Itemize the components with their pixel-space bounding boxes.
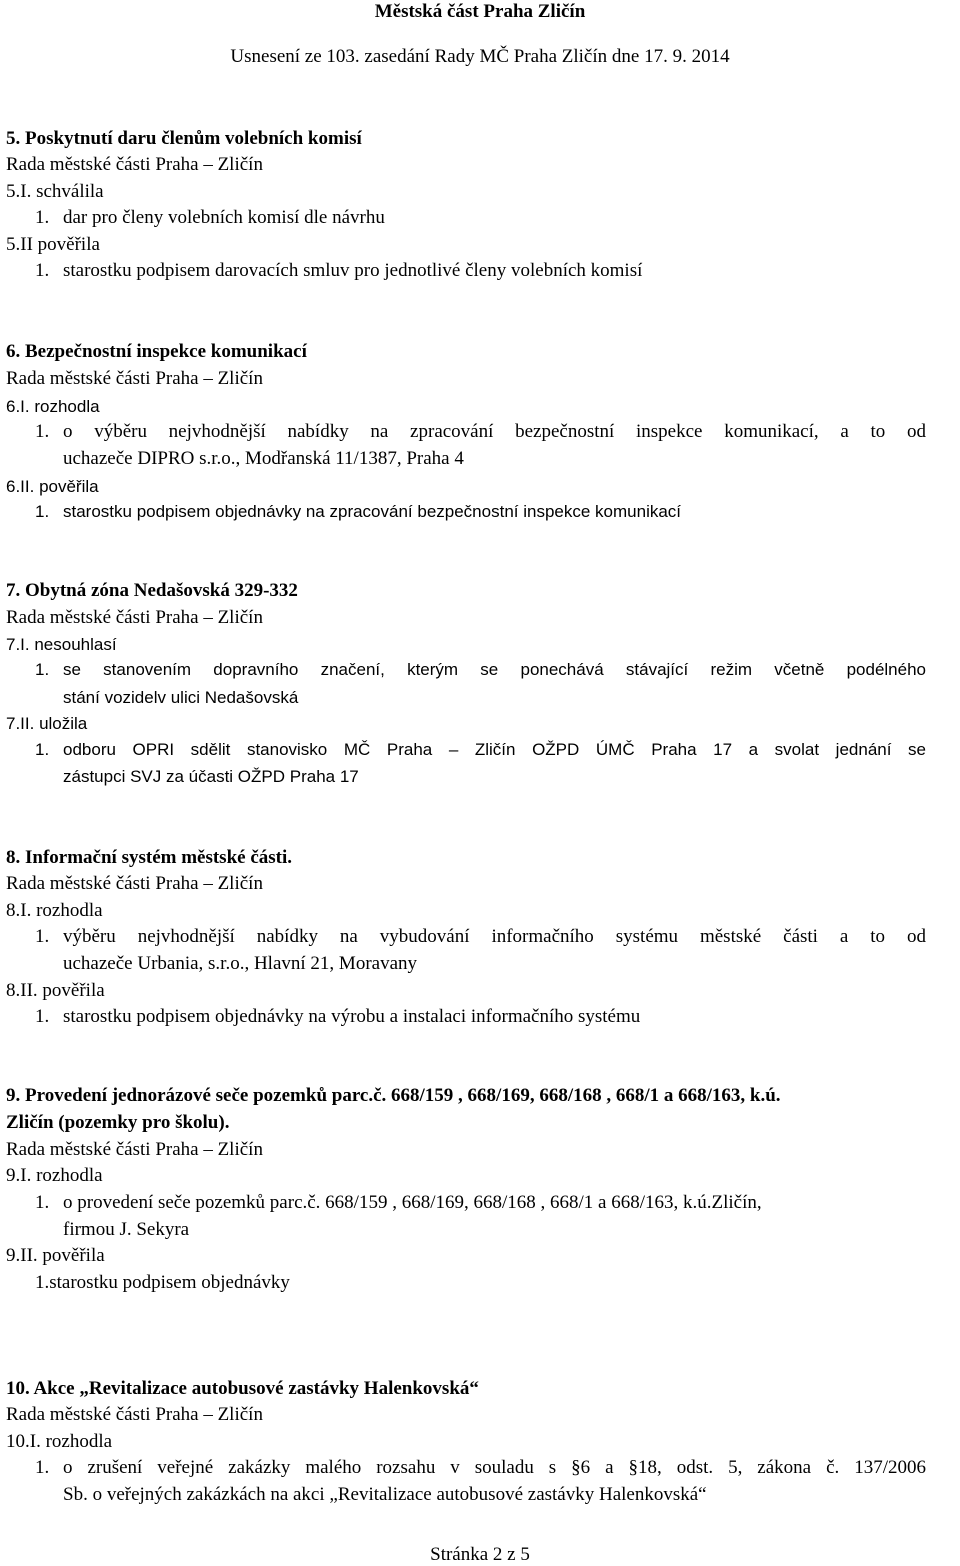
section-5-resolution-2: 5.II pověřila: [6, 234, 100, 255]
section-9-item: [35, 1192, 762, 1214]
item-number: 1.: [35, 740, 50, 759]
section-9-heading-continuation: Zličín (pozemky pro školu).: [6, 1112, 230, 1133]
section-6-item-continuation: uchazeče DIPRO s.r.o., Modřanská 11/1387, Praha 4: [63, 448, 464, 469]
item-text: o zrušení veřejné zakázky malého rozsahu v souladu s §6 a §18, odst. 5, zákona č. 137/2006: [63, 1457, 926, 1478]
section-7-body: Rada městské části Praha – Zličín: [6, 607, 263, 628]
section-9-heading: 9. Provedení jednorázové seče pozemků parc.č. 668/159 , 668/169, 668/168 , 668/1 a 668/163, k.ú.: [6, 1085, 781, 1106]
section-8-item-continuation: uchazeče Urbania, s.r.o., Hlavní 21, Moravany: [63, 953, 418, 974]
section-6-heading: 6. Bezpečnostní inspekce komunikací: [6, 341, 307, 362]
section-5-body: Rada městské části Praha – Zličín: [6, 154, 263, 175]
item-text: o provedení seče pozemků parc.č. 668/159 , 668/169, 668/168 , 668/1 a 668/163, k.ú.Zličín,: [63, 1192, 762, 1213]
document-header-subtitle: Usnesení ze 103. zasedání Rady MČ Praha Zličín dne 17. 9. 2014: [230, 46, 730, 67]
section-7-item-continuation: zástupci SVJ za účasti OŽPD Praha 17: [63, 767, 359, 786]
section-6-resolution-2: 6.II. pověřila: [6, 477, 99, 496]
item-text: výběru nejvhodnější nabídky na vybudování informačního systému městské části a to od: [63, 926, 926, 947]
section-6-item: [35, 421, 926, 443]
section-10-item-continuation: Sb. o veřejných zakázkách na akci „Revitalizace autobusové zastávky Halenkovská“: [63, 1484, 707, 1505]
item-text: se stanovením dopravního značení, kterým se ponechává stávající režim včetně podélného: [63, 660, 926, 679]
section-5-item: [35, 207, 385, 229]
section-9-item: 1.starostku podpisem objednávky: [35, 1272, 290, 1293]
item-number: 1.: [35, 660, 50, 679]
item-number: 1.: [35, 1006, 50, 1027]
section-5-heading: 5. Poskytnutí daru členům volebních komisí: [6, 128, 362, 149]
item-number: 1.: [35, 926, 50, 947]
item-text: starostku podpisem darovacích smluv pro jednotlivé členy volebních komisí: [63, 260, 643, 281]
section-8-item: [35, 926, 926, 948]
section-10-body: Rada městské části Praha – Zličín: [6, 1404, 263, 1425]
section-5-resolution-1: 5.I. schválila: [6, 181, 104, 202]
section-9-item-continuation: firmou J. Sekyra: [63, 1219, 190, 1240]
section-6-resolution-1: 6.I. rozhodla: [6, 397, 100, 416]
section-9-body: Rada městské části Praha – Zličín: [6, 1139, 263, 1160]
section-8-heading: 8. Informační systém městské části.: [6, 847, 293, 868]
item-text: o výběru nejvhodnější nabídky na zpracování bezpečnostní inspekce komunikací, a to od: [63, 421, 926, 442]
document-header-title: Městská část Praha Zličín: [374, 1, 586, 22]
section-10-item: [35, 1457, 926, 1479]
section-10-heading: 10. Akce „Revitalizace autobusové zastávky Halenkovská“: [6, 1378, 479, 1399]
item-text: odboru OPRI sdělit stanovisko MČ Praha – Zličín OŽPD ÚMČ Praha 17 a svolat jednání se: [63, 740, 926, 759]
section-9-resolution-2: 9.II. pověřila: [6, 1245, 105, 1266]
item-text: starostku podpisem objednávky na výrobu a instalaci informačního systému: [63, 1006, 641, 1027]
page-number-footer: Stránka 2 z 5: [430, 1544, 530, 1565]
section-7-heading: 7. Obytná zóna Nedašovská 329-332: [6, 580, 298, 601]
item-number: 1.: [35, 207, 50, 228]
section-7-resolution-1: 7.I. nesouhlasí: [6, 635, 117, 654]
item-text: starostku podpisem objednávky na zpracování bezpečnostní inspekce komunikací: [63, 502, 682, 521]
item-number: 1.: [35, 260, 50, 281]
section-6-body: Rada městské části Praha – Zličín: [6, 368, 263, 389]
section-6-item: [35, 501, 681, 523]
section-8-resolution-1: 8.I. rozhodla: [6, 900, 103, 921]
item-number: 1.: [35, 502, 50, 521]
item-number: 1.: [35, 1457, 50, 1478]
section-8-body: Rada městské části Praha – Zličín: [6, 873, 263, 894]
section-5-item: [35, 260, 642, 282]
section-9-resolution-1: 9.I. rozhodla: [6, 1165, 103, 1186]
section-7-item-continuation: stání vozidelv ulici Nedašovská: [63, 688, 299, 707]
section-7-resolution-2: 7.II. uložila: [6, 714, 88, 733]
section-7-item: [35, 739, 926, 761]
section-8-item: [35, 1006, 640, 1028]
item-number: 1.: [35, 421, 50, 442]
section-10-resolution-1: 10.I. rozhodla: [6, 1431, 113, 1452]
section-7-item: [35, 659, 926, 681]
item-number: 1.: [35, 1192, 50, 1213]
section-8-resolution-2: 8.II. pověřila: [6, 980, 105, 1001]
item-text: dar pro členy volebních komisí dle návrhu: [63, 207, 385, 228]
